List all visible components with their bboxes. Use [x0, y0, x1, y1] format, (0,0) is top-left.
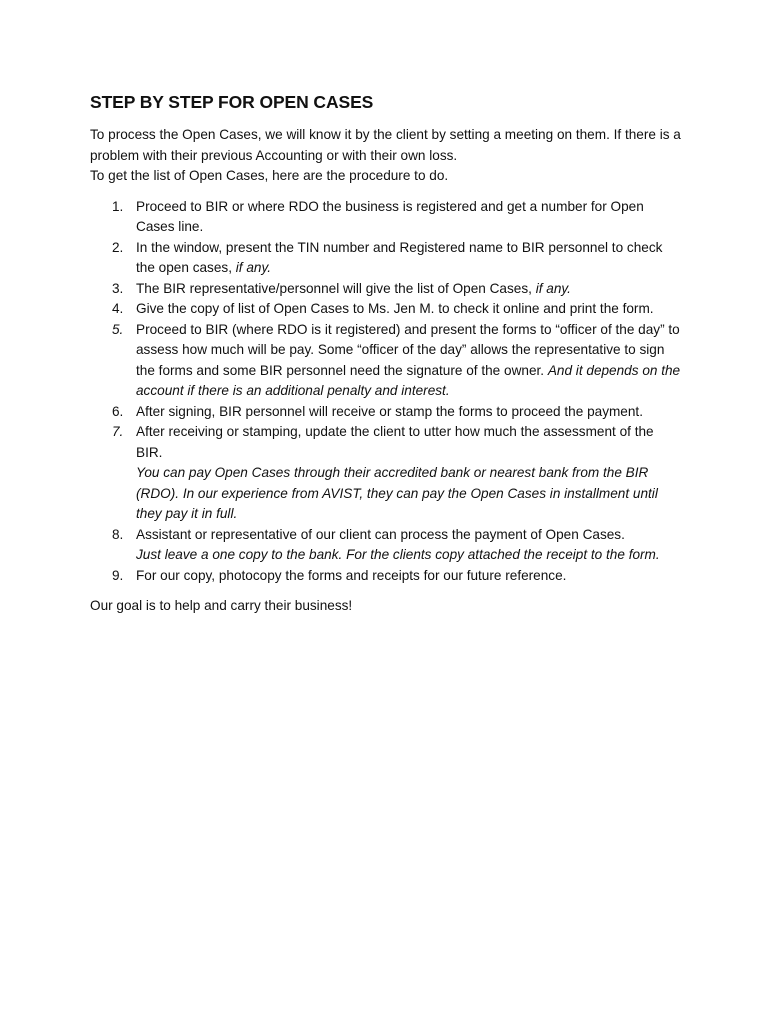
step-item-3 [90, 279, 682, 300]
step-item-1 [90, 197, 682, 238]
step-item-5 [90, 320, 682, 402]
step-text: After signing, BIR personnel will receive or stamp the forms to proceed the payment. [136, 403, 643, 419]
step-italic-text: And it depends on the account if there is an additional penalty and interest. [136, 362, 681, 398]
step-item-6 [90, 402, 682, 423]
document-page [90, 92, 682, 617]
step-item-9 [90, 566, 682, 587]
step-text: The BIR representative/personnel will give the list of Open Cases, [136, 280, 536, 296]
step-number: 8. [112, 526, 124, 542]
step-italic-text: if any. [535, 280, 571, 296]
step-text: In the window, present the TIN number and Registered name to BIR personnel to check the open cases, [136, 239, 663, 275]
closing-statement: Our goal is to help and carry their business! [90, 598, 353, 613]
step-number: 6. [112, 403, 124, 419]
step-text: Give the copy of list of Open Cases to Ms. Jen M. to check it online and print the form. [136, 301, 654, 316]
steps-list [90, 197, 682, 587]
intro-paragraph-2: To get the list of Open Cases, here are the procedure to do. [90, 168, 449, 183]
step-text: Proceed to BIR or where RDO the business is registered and get a number for Open Cases line. [136, 198, 644, 234]
step-text: After receiving or stamping, update the client to utter how much the assessment of the BIR. [136, 424, 654, 460]
step-text: Proceed to BIR (where RDO is it registered) and present the forms to “officer of the day” to assess how much will be pay. Some “officer of the day” allows the representative to sign the forms and some BIR personnel need the signature of the owner. [136, 321, 680, 378]
step-item-7 [90, 422, 682, 525]
step-number: 7. [112, 424, 124, 439]
step-item-8 [90, 525, 682, 566]
step-number: 5. [112, 321, 124, 337]
step-italic-text: if any. [235, 260, 272, 275]
step-text: Assistant or representative of our client can process the payment of Open Cases. [136, 526, 625, 542]
step-number: 3. [112, 280, 124, 296]
step-item-4 [90, 299, 682, 320]
intro-paragraph-1: To process the Open Cases, we will know it by the client by setting a meeting on them. If there is a problem with their previous Accounting or with their own loss. [90, 127, 681, 163]
step-number: 9. [112, 567, 124, 583]
step-text: For our copy, photocopy the forms and receipts for our future reference. [136, 567, 567, 583]
step-number: 1. [112, 198, 124, 214]
step-note: Just leave a one copy to the bank. For the clients copy attached the receipt to the form. [136, 547, 660, 562]
step-number: 4. [112, 301, 124, 316]
document-title: STEP BY STEP FOR OPEN CASES [90, 92, 374, 112]
step-note: You can pay Open Cases through their accredited bank or nearest bank from the BIR (RDO). In our experience from AVIST, they can pay the Open Cases in installment until they pay it in full. [136, 465, 658, 521]
step-item-2 [90, 238, 682, 279]
step-number: 2. [112, 239, 124, 255]
